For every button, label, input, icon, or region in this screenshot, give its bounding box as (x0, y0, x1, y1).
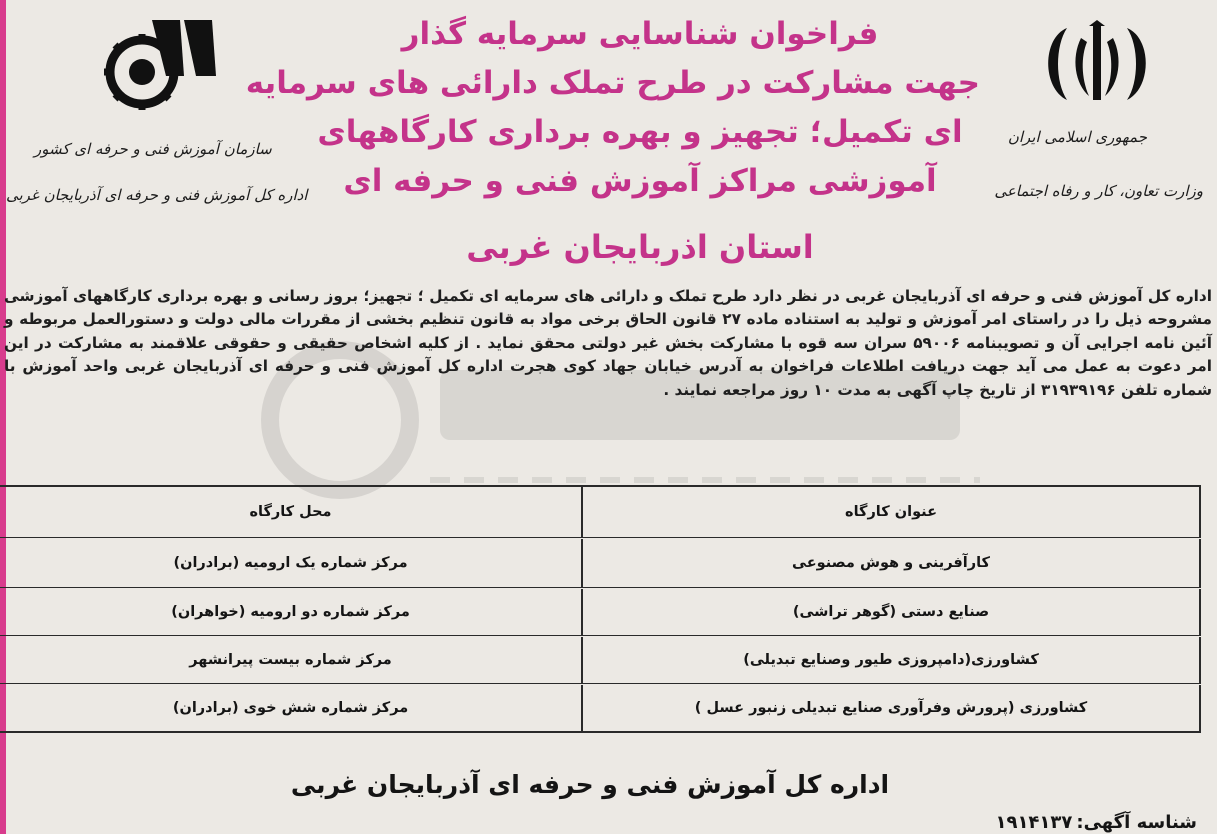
header-title: عنوان کارگاه (581, 487, 1201, 537)
left-org-name: سازمان آموزش فنی و حرفه ای کشور (34, 140, 272, 158)
row-divider (0, 537, 1201, 538)
ad-id-value: ۱۹۱۴۱۳۷ (995, 812, 1073, 833)
footer-org-name: اداره کل آموزش فنی و حرفه ای آذربایجان غربی (290, 770, 890, 799)
title-line-2: جهت مشارکت در طرح تملک دارائی های سرمایه (245, 65, 980, 101)
title-line-3: ای تکمیل؛ تجهیز و بهره برداری کارگاههای (317, 114, 963, 150)
ministry-name: وزارت تعاون، کار و رفاه اجتماعی (994, 182, 1203, 200)
table-row (0, 539, 1201, 587)
iran-emblem-icon (1037, 18, 1157, 108)
row-title: کشاورزی (پرورش وفرآوری صنایع تبدیلی زنبور عسل ) (581, 685, 1201, 731)
row-location: مرکز شماره شش خوی (برادران) (172, 700, 409, 716)
row-location: مرکز شماره بیست پیرانشهر (189, 652, 392, 668)
table-row (0, 685, 1201, 731)
ad-id (995, 812, 1197, 833)
province-title: استان اذربایجان غربی (466, 228, 814, 266)
row-location: مرکز شماره دو ارومیه (خواهران) (171, 604, 410, 620)
row-location: مرکز شماره یک ارومیه (برادران) (173, 555, 408, 571)
tvto-logo-icon (80, 16, 220, 112)
left-org-sub: اداره کل آموزش فنی و حرفه ای آذربایجان غربی (6, 186, 308, 204)
ad-id-label: شناسه آگهی: (1076, 812, 1197, 833)
row-title: کشاورزی(دامپروزی طیور وصنایع تبدیلی) (581, 637, 1201, 683)
row-divider (0, 587, 1201, 588)
workshops-table (0, 485, 1201, 733)
title-line-1: فراخوان شناسایی سرمایه گذار (401, 16, 879, 52)
title-line-4: آموزشی مراکز آموزش فنی و حرفه ای (343, 163, 937, 199)
row-divider (0, 635, 1201, 636)
header-location: محل کارگاه (249, 504, 332, 520)
row-title: کارآفرینی و هوش مصنوعی (581, 539, 1201, 587)
announcement-body: اداره کل آموزش فنی و حرفه ای آذربایجان غربی در نظر دارد طرح تملک و دارائی های سرمایه ای تکمیل ؛ تجهیز؛ بروز رسانی و بهره برداری کارگاههای آموزشی مشروحه ذیل را در راستای امر آموزش و تولید به استناده ماده ۲۷ قانون الحاق برخی مواد به قانون تنظیم بخشی از مقررات مالی دولت و دستورالعمل مربوطه و آئین نامه اجرایی آن و تصویبنامه ۵۹۰۰۶ سران سه قوه با مشارکت بخش غیر دولتی محقق نماید . از کلیه اشخاص حقیقی و حقوقی علاقمند به مشارکت در این امر دعوت به عمل می آید جهت دریافت اطلاعات فراخوان به آدرس خیابان جهاد کوی هجرت اداره کل آموزش فنی و حرفه ای آذربایجان غربی واحد آموزش با شماره تلفن ۳۱۹۳۹۱۹۶ از تاریخ چاپ آگهی به مدت ۱۰ روز مراجعه نمایند . (4, 287, 1212, 399)
row-divider (0, 683, 1201, 684)
announcement-title (245, 10, 980, 206)
country-name: جمهوری اسلامی ایران (1007, 128, 1147, 146)
table-row (0, 589, 1201, 635)
row-title: صنایع دستی (گوهر تراشی) (581, 589, 1201, 635)
table-header-row (0, 487, 1201, 537)
table-row (0, 637, 1201, 683)
